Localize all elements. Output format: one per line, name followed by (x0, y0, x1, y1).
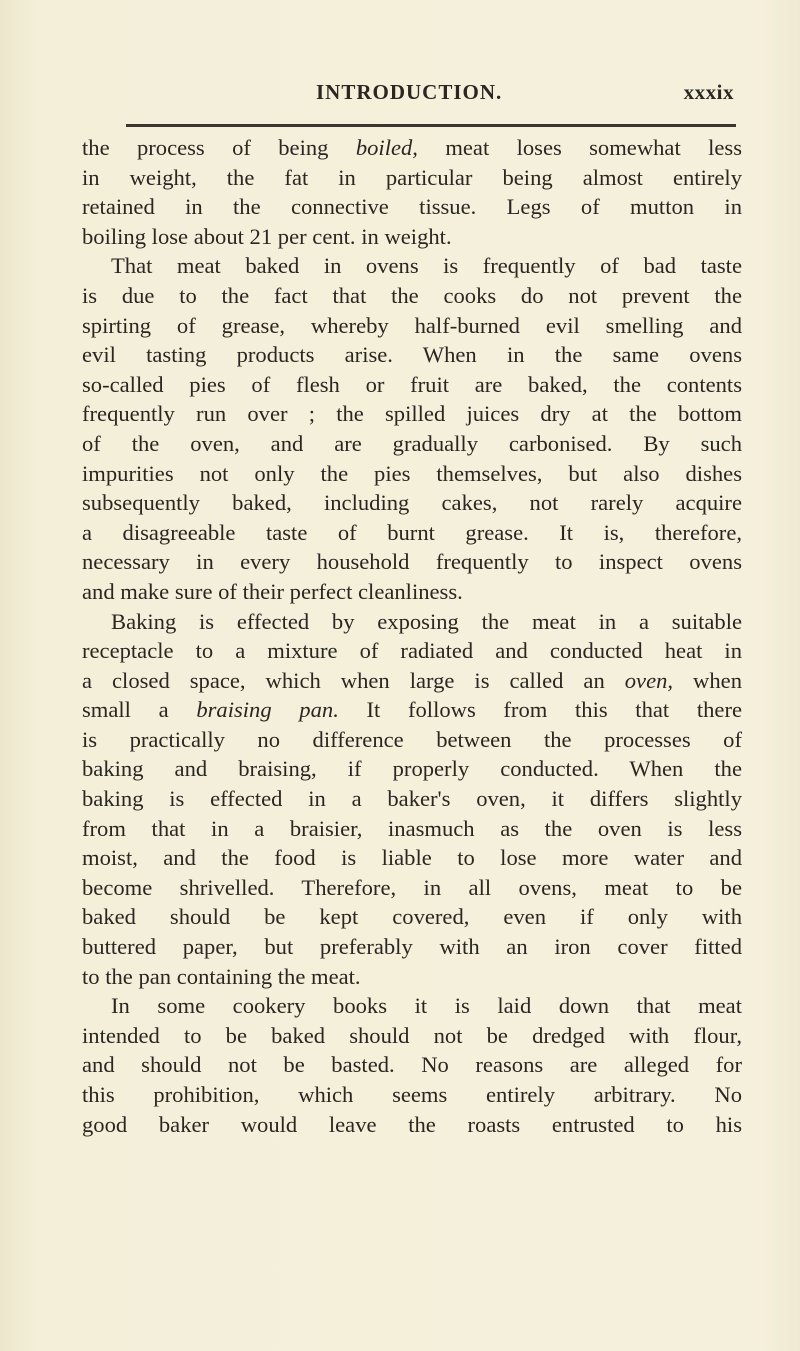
text-line: impurities not only the pies themselves, but also dishes (82, 460, 742, 486)
paragraph (82, 133, 742, 251)
text-line: spirting of grease, whereby half-burned evil smelling and (82, 312, 742, 338)
page-number: xxxix (683, 80, 734, 104)
text-line: moist, and the food is liable to lose more water and (82, 845, 742, 871)
running-header (316, 80, 734, 110)
text-line: boiling lose about 21 per cent. in weight. (82, 223, 452, 249)
text-line: a closed space, which when large is called an oven, when (82, 667, 742, 693)
text-line: is due to the fact that the cooks do not prevent the (82, 282, 742, 308)
header-title: INTRODUCTION. (316, 80, 503, 104)
paragraph (82, 991, 742, 1139)
paragraph (82, 251, 742, 606)
text-line: and should not be basted. No reasons are alleged for (82, 1052, 742, 1078)
text-line: In some cookery books it is laid down that meat (111, 993, 742, 1019)
text-line: receptacle to a mixture of radiated and conducted heat in (82, 638, 742, 664)
italic-term: boiled, (355, 135, 418, 160)
text-line: baking and braising, if properly conducted. When the (82, 756, 742, 782)
italic-term: oven, (624, 667, 674, 693)
text-line: That meat baked in ovens is frequently of bad taste (111, 253, 742, 279)
text-line: buttered paper, but preferably with an iron cover fitted (82, 934, 742, 960)
text-line: small a braising pan. It follows from this that there (82, 697, 742, 723)
text-line: baking is effected in a baker's oven, it differs slightly (82, 786, 742, 812)
text-line: is practically no difference between the processes of (82, 726, 742, 752)
text-line: the process of being boiled, meat loses somewhat less (82, 135, 742, 160)
text-line: this prohibition, which seems entirely arbitrary. No (82, 1082, 742, 1107)
text-line: of the oven, and are gradually carbonised. By such (82, 430, 742, 456)
text-line: Baking is effected by exposing the meat in a suitable (111, 608, 742, 634)
text-line: become shrivelled. Therefore, in all ovens, meat to be (82, 874, 742, 900)
text-line: necessary in every household frequently to inspect ovens (82, 549, 742, 575)
text-line: and make sure of their perfect cleanliness. (82, 578, 463, 604)
text-line: subsequently baked, including cakes, not rarely acquire (82, 490, 742, 516)
text-line: evil tasting products arise. When in the same ovens (82, 342, 742, 368)
italic-term: braising pan. (196, 697, 339, 723)
text-line: so-called pies of flesh or fruit are baked, the contents (82, 371, 742, 397)
text-line: retained in the connective tissue. Legs of mutton in (82, 194, 742, 220)
text-line: in weight, the fat in particular being almost entirely (82, 164, 742, 190)
text-line: a disagreeable taste of burnt grease. It is, therefore, (82, 519, 742, 545)
text-line: from that in a braisier, inasmuch as the oven is less (82, 815, 742, 841)
text-line: frequently run over ; the spilled juices dry at the bottom (82, 401, 742, 427)
text-line: baked should be kept covered, even if only with (82, 904, 742, 930)
body-text (82, 133, 742, 1139)
header-rule (126, 124, 736, 127)
text-line: intended to be baked should not be dredged with flour, (82, 1022, 742, 1048)
text-line: good baker would leave the roasts entrusted to his (82, 1111, 742, 1137)
text-line: to the pan containing the meat. (82, 963, 361, 989)
paragraph (82, 607, 742, 992)
